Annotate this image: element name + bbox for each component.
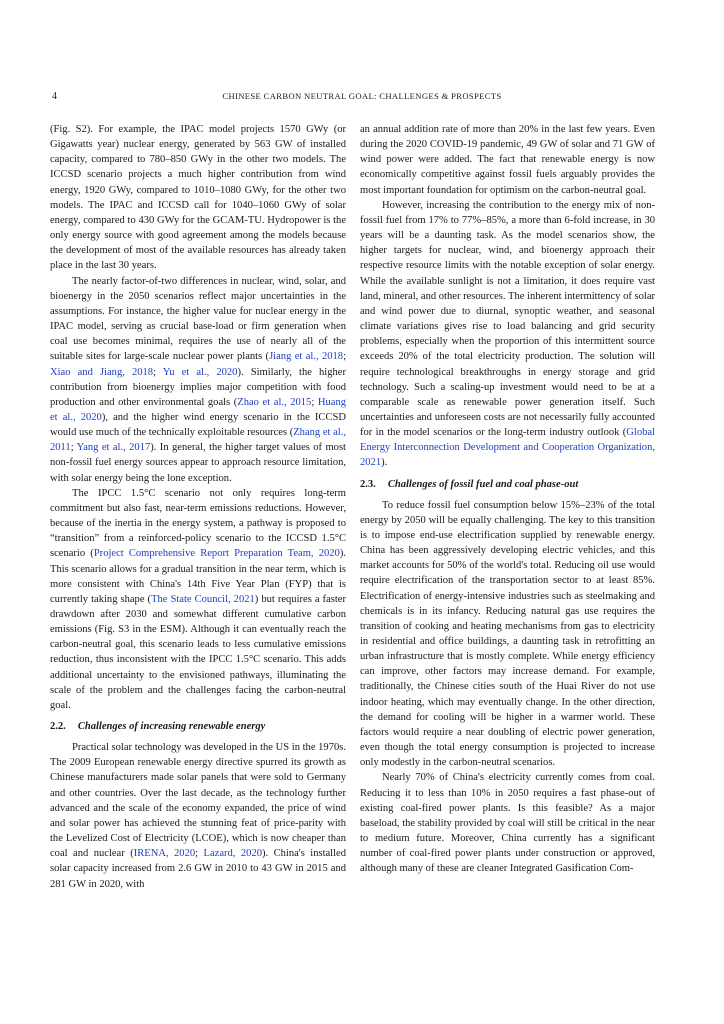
running-header <box>52 91 672 105</box>
section-heading <box>50 720 346 734</box>
citation-link[interactable]: The State Council, 2021 <box>151 593 255 605</box>
citation-link[interactable]: Lazard, 2020 <box>203 848 262 860</box>
paragraph: Practical solar technology was developed in the US in the 1970s. The 2009 European renewable energy directive spurred its growth as Chinese manufacturers made solar panels that were sold to Germany and other countries. Over the last decade, as the technology further advanced and the scale of the economy expanded, the price of wind and solar power has achieved the stunning feat of price-parity with the Levelized Cost of Electricity (LCOE), which is now cheaper than coal and nuclear (IRENA, 2020; Lazard, 2020). China's installed solar capacity increased from 2.6 GW in 2010 to 43 GW in 2015 and 281 GW in 2020, with <box>50 742 346 890</box>
paragraph: Nearly 70% of China's electricity currently comes from coal. Reducing it to less than 10% in 2050 requires a fast phase-out of existing coal-fired power plants. Is this feasible? As a major baseload, the stability provided by coal will still be critical in the near to medium future. Moreover, China currently has a significant number of coal-fired power plants under construction or approved, although many of these are cleaner Integrated Gasification Com- <box>360 772 655 875</box>
paragraph: The IPCC 1.5°C scenario not only requires long-term commitment but also fast, near-term emissions reductions. However, because of the inertia in the energy system, a pathway is proposed to “transition” from a reinforced-policy scenario to the ICCSD 1.5°C scenario (Project Comprehensive Report Preparation Team, 2020). This scenario allows for a gradual transition in the near term, which is more consistent with China's 14th Five Year Plan (FYP) that is currently taking shape (The State Council, 2021) but requires a faster drawdown after 2030 and somewhat different cumulative carbon emissions (Fig. S3 in the ESM). Although it can eventually reach the carbon-neutral goal, this scenario leads to less cumulative emissions reduction, thus inconsistent with the IPCC 1.5°C scenario. This adds additional uncertainty to the envisioned pathways, illuminating the scale of the problem and the challenges facing the carbon-neutral goal. <box>50 487 346 711</box>
section-number: 2.2. <box>50 721 66 733</box>
citation-link[interactable]: Yang et al., 2017 <box>76 442 151 454</box>
citation-link[interactable]: Jiang et al., 2018 <box>269 351 344 363</box>
running-title: CHINESE CARBON NEUTRAL GOAL: CHALLENGES & PROSPECTS <box>222 91 502 101</box>
page-number: 4 <box>52 91 58 102</box>
citation-link[interactable]: Zhang et al., 2011 <box>50 427 346 454</box>
left-column <box>50 122 346 892</box>
citation-link[interactable]: Huang et al., 2020 <box>50 396 346 423</box>
paragraph: To reduce fossil fuel consumption below 15%–23% of the total energy by 2050 will be equally challenging. The key to this transition is to impose end-use electrification supplied by renewable energy. China has been aggressively developing electric vehicles, and this market accounts for 50% of the world's total. Reducing oil use would require electrification of the transportation sector to at least 85%. Electrification of energy-intensive industries such as steelmaking and chemicals is in its infancy. Reducing natural gas use requires the transition of cooking and heating mechanisms from gas to electricity in residential and office buildings, a daunting task in retrofitting an urban infrastructure that is mostly complete. While energy efficiency can improve, other factors may increase demand. For example, traditionally, the Chinese cities south of the Huai River do not use indoor heating, which may eventually change. In the other direction, the demand for cooling will be higher in a warmer world. These factors would require a near doubling of electric power generation, even though the total energy consumption is projected to increase only modestly in the carbon-neutral scenarios. <box>360 499 655 769</box>
citation-link[interactable]: Xiao and Jiang, 2018 <box>50 366 154 378</box>
right-column <box>360 122 655 877</box>
section-title: Challenges of increasing renewable energy <box>77 721 266 733</box>
paragraph: The nearly factor-of-two differences in nuclear, wind, solar, and bioenergy in the 2050 scenarios reflect major uncertainties in the assumptions. For instance, the higher value for nuclear energy in the IPAC model, serving as crucial base-load or firm generation when coal use becomes minimal, requires the use of nearly all of the suitable sites for large-scale nuclear power plants (Jiang et al., 2018; Xiao and Jiang, 2018; Yu et al., 2020). Similarly, the higher contribution from bioenergy implies major competition with food production and other environmental goals (Zhao et al., 2015; Huang et al., 2020), and the higher wind energy scenario in the ICCSD would use much of the technically exploitable resources (Zhang et al., 2011; Yang et al., 2017). In general, the higher target values of most non-fossil fuel energy sources appear to approach resource limitation, with solar energy being the lone exception. <box>50 275 347 484</box>
paragraph: an annual addition rate of more than 20% in the last few years. Even during the 2020 COVID-19 pandemic, 49 GW of solar and 71 GW of wind power were added. The fact that renewable energy is now economically competitive against fossil fuels arguably provides the most important foundation for optimism on the carbon-neutral goal. <box>360 124 655 196</box>
section-title: Challenges of fossil fuel and coal phase-out <box>387 478 579 490</box>
citation-link[interactable]: Project Comprehensive Report Preparation Team, 2020 <box>93 548 340 560</box>
paragraph: However, increasing the contribution to the energy mix of non-fossil fuel from 17% to 77%–85%, a more than 6-fold increase, in 30 years will be a daunting task. As the model scenarios show, the higher targets for nuclear, wind, and bioenergy approach their respective resource limits with the notable exception of solar energy. While the available sunlight is not a limitation, it does require vast land, mineral, and other resources. The inherent intermittency of solar and wind power due to diurnal, synoptic weather, and seasonal climate variations gives rise to load balancing and grid security problems, especially when the proportion of this intermittent source exceeds 20% of the total electricity production. The solution will require technological breakthroughs in energy storage and grid technology. Such a scaling-up investment would need to be at a comparable scale as renewable power generation itself. Such uncertainties and unforeseen costs are not necessarily fully accounted for in the model scenarios or the long-term industry outlook (Global Energy Interconnection Development and Cooperation Organization, 2021). <box>360 199 656 469</box>
section-number: 2.3. <box>360 478 376 490</box>
citation-link[interactable]: Zhao et al., 2015 <box>237 396 312 408</box>
section-heading <box>360 478 655 492</box>
citation-link[interactable]: Yu et al., 2020 <box>162 366 238 378</box>
citation-link[interactable]: Global Energy Interconnection Development and Cooperation Organization, 2021 <box>360 427 655 469</box>
citation-link[interactable]: IRENA, 2020 <box>133 848 196 860</box>
paragraph: (Fig. S2). For example, the IPAC model projects 1570 GWy (or Gigawatts year) nuclear energy, generated by 563 GW of installed capacity, compared to 780–850 GWy in the other two models. The ICCSD scenario projects a much higher contribution from wind energy, 1920 GWy, compared to 1010–1080 GWy, for the other two models. The IPAC and ICCSD call for 1040–1060 GWy of solar energy, compared to 430 GWy for the GCAM-TU. Hydropower is the only energy source with good agreement among the models because the development of most of the available resources has already taken place in the last 30 years. <box>50 124 346 272</box>
